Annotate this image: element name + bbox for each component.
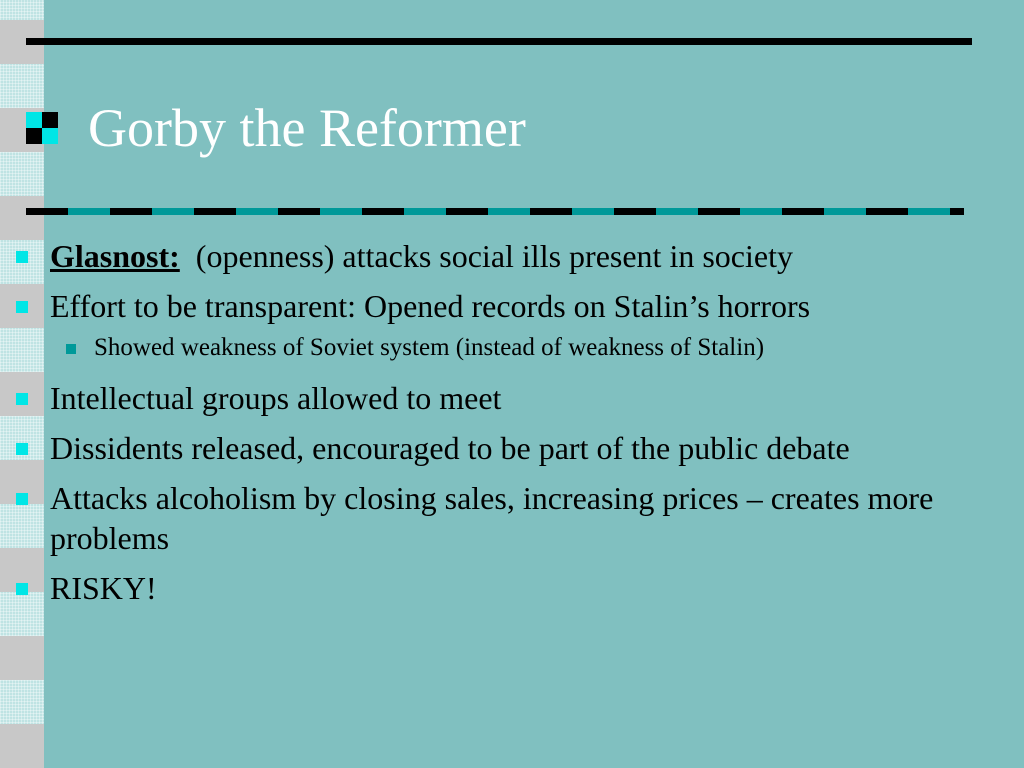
top-rule xyxy=(26,38,972,45)
dashed-divider xyxy=(26,208,964,215)
term-glasnost: Glasnost: xyxy=(50,238,180,274)
list-item-text: Dissidents released, encouraged to be part of the public debate xyxy=(50,430,850,466)
list-item-text: Effort to be transparent: Opened records on Stalin’s horrors xyxy=(50,288,811,324)
list-item xyxy=(0,478,990,558)
sub-list-item xyxy=(0,332,1014,364)
square-bullet-icon xyxy=(16,583,28,595)
bullet-list xyxy=(0,236,1024,618)
square-bullet-icon xyxy=(16,443,28,455)
slide-title: Gorby the Reformer xyxy=(88,98,526,158)
square-bullet-icon xyxy=(16,301,28,313)
list-item xyxy=(0,378,990,418)
checker-square-icon xyxy=(26,112,58,144)
square-bullet-icon xyxy=(16,493,28,505)
square-bullet-icon xyxy=(16,393,28,405)
square-bullet-icon xyxy=(16,251,28,263)
square-bullet-icon xyxy=(66,344,76,354)
list-item xyxy=(0,286,990,326)
list-item xyxy=(0,428,990,468)
list-item xyxy=(0,568,990,608)
list-item-text: (openness) attacks social ills present in society xyxy=(195,238,793,274)
list-item-text: Intellectual groups allowed to meet xyxy=(50,380,502,416)
list-item-text: Showed weakness of Soviet system (instead of weakness of Stalin) xyxy=(94,334,765,361)
list-item xyxy=(0,236,990,276)
list-item-text: RISKY! xyxy=(50,570,157,606)
list-item-text: Attacks alcoholism by closing sales, increasing prices – creates more problems xyxy=(50,480,934,556)
